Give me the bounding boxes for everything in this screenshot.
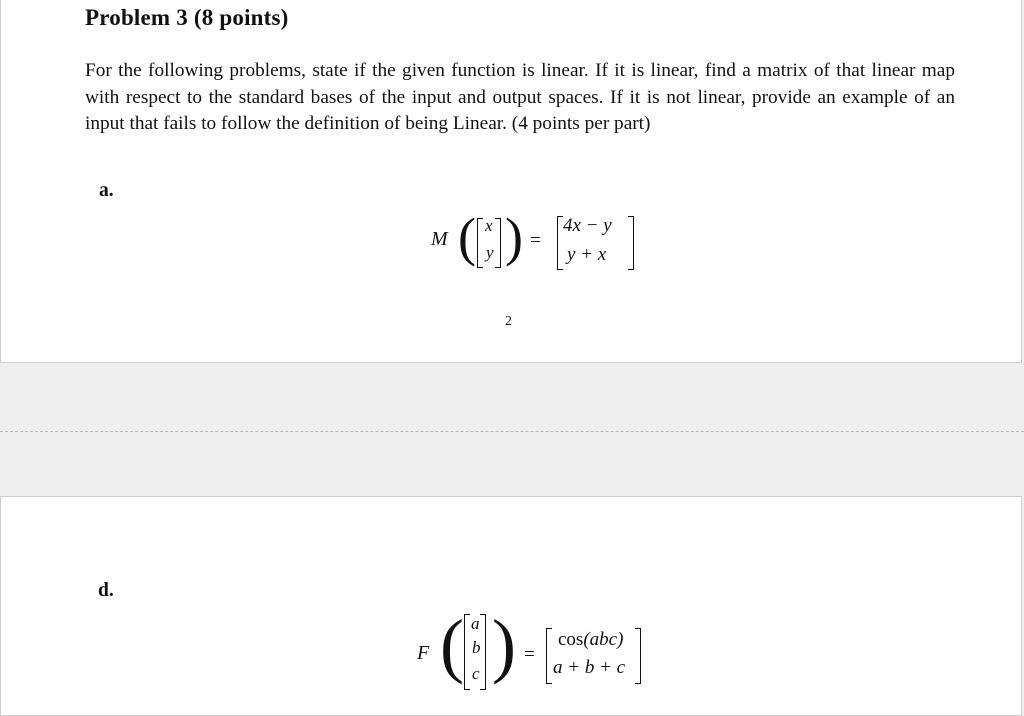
equation-a-input-bracket-right: [495, 218, 501, 268]
part-d-label: d.: [98, 580, 114, 601]
equation-a-function: M: [431, 228, 448, 250]
equation-a-output-row2: y + x: [567, 244, 607, 265]
equation-a-output-row1: 4x − y: [563, 215, 612, 236]
problem-intro: For the following problems, state if the given function is linear. If it is linear, find a matrix of that linear map with respect to the standard bases of the input and output spaces. If it is not linear, provide an example of an input that fails to follow the definition of being Linear. (4 points per part): [85, 60, 955, 134]
equation-d-input-c: c: [472, 664, 480, 683]
equation-d-close-paren: ): [492, 605, 516, 685]
equation-d-function: F: [417, 642, 430, 664]
equation-a-output-bracket-right: [628, 216, 634, 270]
equation-d-output-row2: a + b + c: [553, 657, 626, 678]
equation-a-input-bracket-left: [477, 218, 483, 268]
part-a-label: a.: [99, 180, 114, 201]
equation-d-input-bracket-left: [464, 614, 470, 690]
equation-d-open-paren: (: [440, 605, 464, 685]
equation-d-equals: =: [524, 644, 535, 665]
page-number: 2: [505, 314, 512, 329]
equation-a-open-paren: (: [458, 207, 476, 267]
equation-d-output-bracket-right: [635, 628, 641, 684]
equation-a-equals: =: [530, 230, 541, 251]
equation-a-input-y: y: [486, 243, 494, 262]
equation-d-input-b: b: [472, 638, 481, 657]
equation-a-input-x: x: [485, 216, 493, 235]
equation-d-input-a: a: [471, 614, 480, 633]
equation-d-output-row1: [558, 629, 623, 651]
equation-d-output-row1-arg: (abc): [583, 629, 624, 650]
equation-a-close-paren: ): [505, 207, 523, 267]
page-break-divider: [0, 431, 1024, 432]
equation-d-output-bracket-left: [546, 628, 552, 684]
problem-title: Problem 3 (8 points): [85, 5, 289, 30]
equation-d-output-row1-fn: cos: [558, 629, 584, 650]
equation-d-input-bracket-right: [480, 614, 486, 690]
